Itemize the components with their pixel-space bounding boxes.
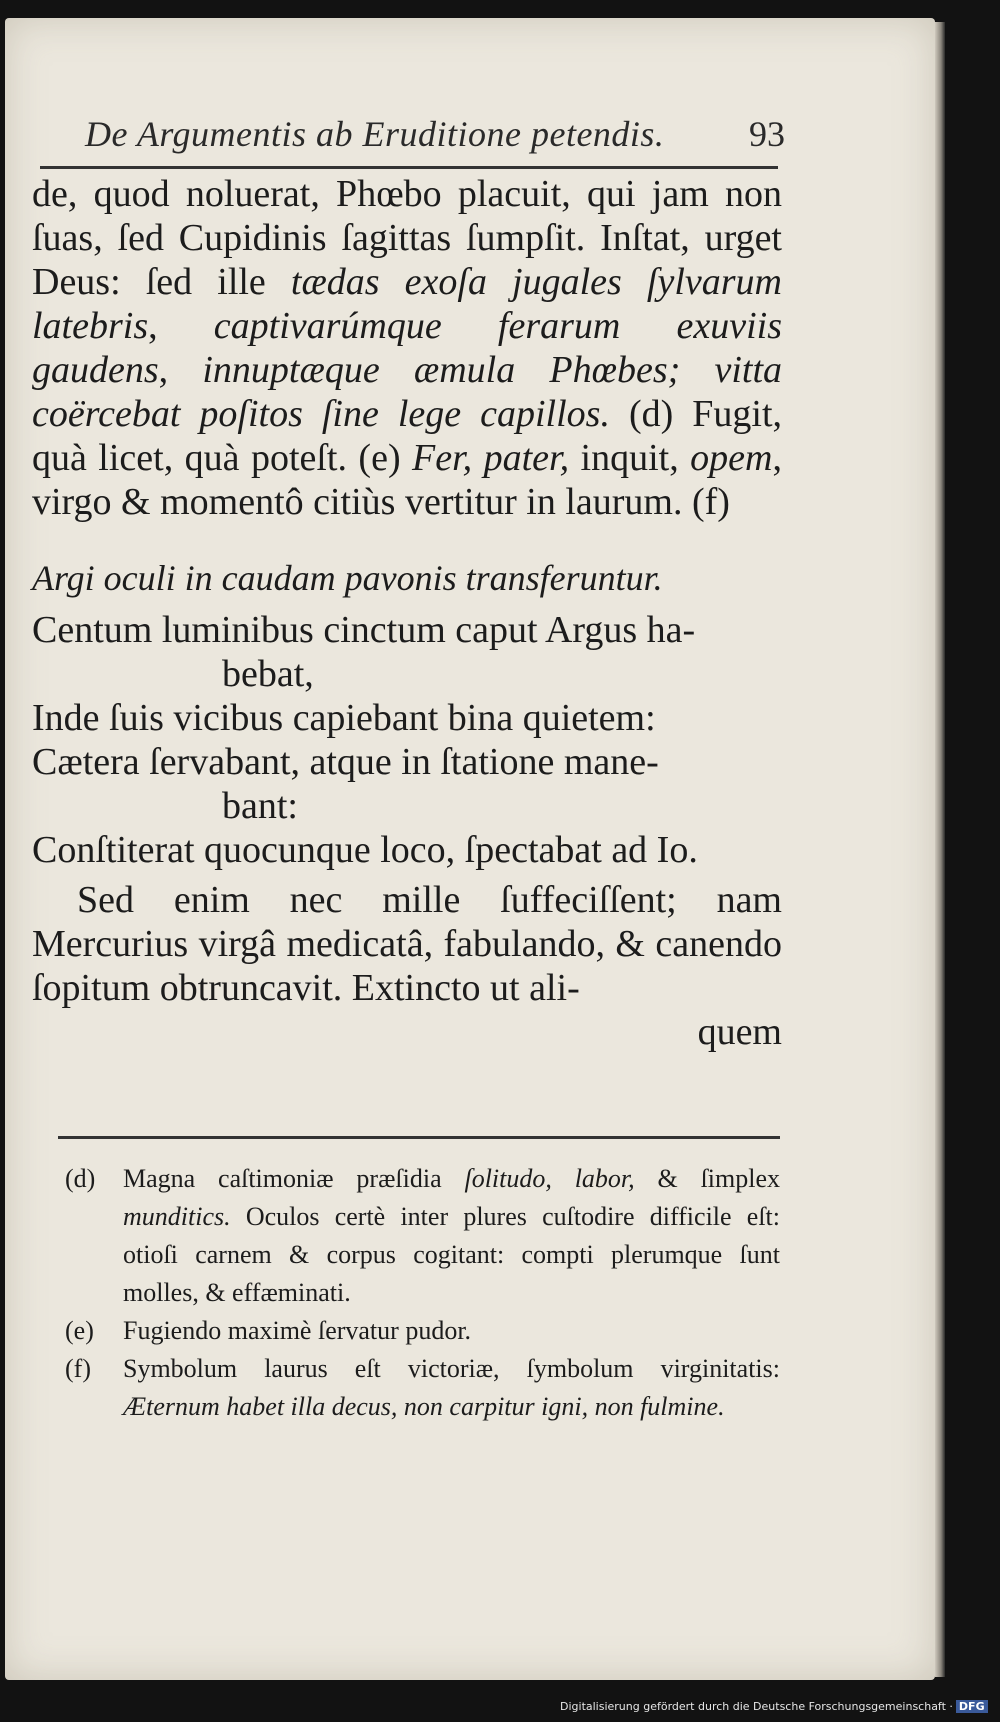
italic-run: ſolitudo, labor,	[464, 1164, 635, 1193]
text-run: ,	[148, 305, 214, 347]
verse-line: bant:	[222, 785, 298, 827]
text-run: , virgo & momentô citiùs vertitur in laurum. (f)	[32, 437, 782, 523]
text-run: Symbolum laurus eſt victoriæ, ſymbolum virginitatis:	[123, 1354, 780, 1383]
footnotes	[65, 1160, 780, 1426]
verse-line: Centum luminibus cinctum caput Argus ha-	[32, 609, 696, 651]
verse-line: Conſtiterat quocunque loco, ſpectabat ad Io.	[32, 829, 698, 871]
main-text	[32, 172, 782, 1054]
header-rule	[40, 166, 778, 169]
footnote-mark: (d)	[65, 1164, 96, 1193]
page-number: 93	[749, 114, 785, 154]
verse-line: bebat,	[222, 653, 314, 695]
text-run: & ſimplex	[634, 1164, 781, 1193]
italic-run: Æternum habet illa decus, non carpitur igni, non fulmine.	[123, 1392, 725, 1421]
footnote-text	[123, 1350, 780, 1426]
italic-run: Fer, pater,	[412, 437, 570, 479]
page-edge	[935, 22, 945, 1677]
paragraph-1	[32, 172, 782, 524]
text-run: de, quod noluerat, Phœbo placuit, qui jam non ſuas, ſed Cupidinis ſagittas ſumpſit. Inſtat, urget Deus: ſed ille	[32, 173, 782, 303]
text-run: ,	[158, 349, 203, 391]
italic-run: tædas exoſa jugales ſylvarum latebris	[32, 261, 782, 347]
text-run: (d) Fugit, quà licet, quà poteſt. (e)	[32, 393, 783, 479]
credit-text: Digitalisierung gefördert durch die Deutsche Forschungsgemeinschaft ·	[560, 1700, 953, 1713]
italic-run: munditics.	[123, 1202, 231, 1231]
footnote-mark: (e)	[65, 1316, 94, 1345]
text-run: inquit,	[569, 437, 691, 479]
footnote	[65, 1312, 780, 1350]
footnote-text: Fugiendo maximè ſervatur pudor.	[123, 1316, 472, 1345]
verse-line: Inde ſuis vicibus capiebant bina quietem:	[32, 697, 656, 739]
footnote-rule	[58, 1136, 780, 1139]
verse-line: Cætera ſervabant, atque in ſtatione mane-	[32, 741, 659, 783]
verse-block	[32, 608, 782, 872]
text-run: Magna caſtimoniæ præſidia	[123, 1164, 465, 1193]
running-title: De Argumentis ab Eruditione petendis.	[85, 114, 665, 154]
italic-run: captivarúmque ferarum exuviis gaudens	[32, 305, 783, 391]
paragraph-2: Sed enim nec mille ſuffeciſſent; nam Mercurius virgâ medicatâ, fabulando, & canendo ſopitum obtruncavit. Extincto ut ali-	[32, 879, 782, 1009]
footnote	[65, 1160, 780, 1312]
footnote-text	[123, 1160, 780, 1312]
text-run: Oculos certè inter plures cuſtodire difficile eſt: otioſi carnem & corpus cogitant: compti plerumque ſunt molles, & effæminati.	[123, 1202, 780, 1307]
footnote-mark: (f)	[65, 1354, 91, 1383]
digitization-credit	[560, 1700, 988, 1713]
italic-run: opem	[690, 437, 773, 479]
dfg-logo: DFG	[956, 1700, 988, 1713]
footnote	[65, 1350, 780, 1426]
italic-run: innuptæque æmula Phœbes; vitta coërcebat poſitos ſine lege capillos.	[32, 349, 783, 435]
catchword: quem	[697, 1011, 782, 1053]
section-heading: Argi oculi in caudam pavonis transferuntur.	[32, 558, 663, 598]
page-header	[85, 103, 785, 155]
